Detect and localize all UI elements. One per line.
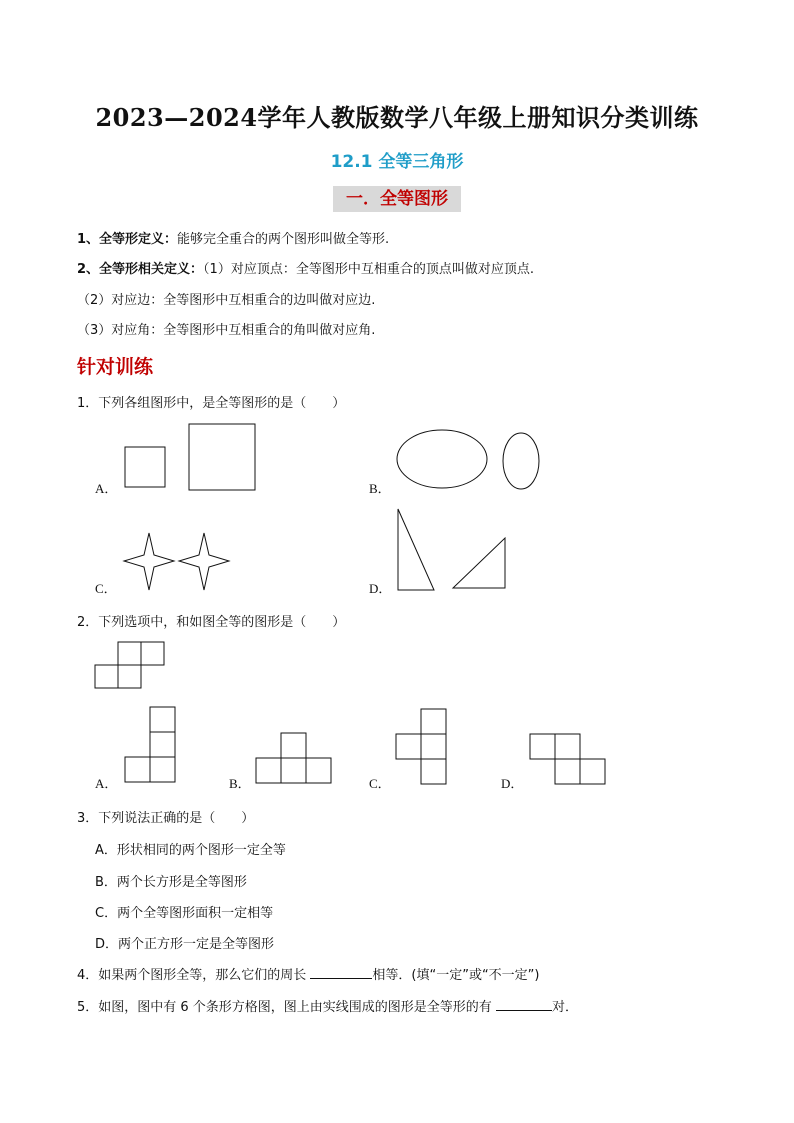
question-1-option-b: B． xyxy=(369,481,391,496)
q1-option-b-figure xyxy=(397,430,539,489)
question-5-prefix: 5．如图，图中有 6 个条形方格图，图上由实线围成的图形是全等形的有 xyxy=(77,1000,496,1015)
question-3-option-d: D．两个正方形一定是全等图形 xyxy=(95,937,275,952)
question-2-option-c: C． xyxy=(369,776,391,791)
lesson-subtitle: 12.1 全等三角形 xyxy=(330,152,464,172)
question-2-option-a: A． xyxy=(95,776,118,791)
question-3-option-a: A．形状相同的两个图形一定全等 xyxy=(95,843,286,858)
q2-option-a-figure xyxy=(125,707,175,782)
q2-option-b-figure xyxy=(256,733,331,783)
answer-blank[interactable] xyxy=(310,978,372,979)
tall-ellipse xyxy=(503,433,539,489)
question-4-prefix: 4．如果两个图形全等，那么它们的周长 xyxy=(77,968,311,983)
four-point-star-right xyxy=(179,533,229,590)
q1-option-a-figure xyxy=(125,424,255,490)
question-3-option-c: C．两个全等图形面积一定相等 xyxy=(95,906,274,921)
flat-right-triangle xyxy=(453,538,505,588)
question-1-option-c: C． xyxy=(95,581,117,596)
question-5-suffix: 对． xyxy=(551,1000,578,1015)
tall-right-triangle xyxy=(398,509,434,590)
four-point-star-left xyxy=(124,533,174,590)
q2-reference-figure xyxy=(95,642,164,688)
question-4-suffix: 相等．(填“一定”或“不一定”) xyxy=(372,968,540,983)
q2-option-c-figure xyxy=(396,709,446,784)
question-3-stem: 3．下列说法正确的是（ ） xyxy=(77,811,255,826)
definition-1-text: 能够完全重合的两个图形叫做全等形. xyxy=(177,232,390,247)
q1-option-c-figure xyxy=(124,533,229,590)
question-1-stem: 1．下列各组图形中，是全等图形的是（ ） xyxy=(77,396,346,411)
question-3-option-b: B．两个长方形是全等图形 xyxy=(95,875,247,890)
definition-2-item-3: （3）对应角：全等图形中互相重合的角叫做对应角. xyxy=(77,323,376,338)
page-title: 2023—2024学年人教版数学八年级上册知识分类训练 xyxy=(95,103,699,132)
practice-heading: 针对训练 xyxy=(77,356,154,378)
definition-2-label: 2、全等形相关定义： xyxy=(77,262,204,277)
section-heading: 一．全等图形 xyxy=(333,186,461,212)
small-square xyxy=(125,447,165,487)
question-1-option-d: D． xyxy=(369,581,392,596)
question-4 xyxy=(77,964,540,983)
q2-option-d-figure xyxy=(530,734,605,784)
question-2-stem: 2．下列选项中，和如图全等的图形是（ ） xyxy=(77,615,346,630)
answer-blank[interactable] xyxy=(496,1010,552,1011)
question-2-option-b: B． xyxy=(229,776,251,791)
question-1-option-a: A． xyxy=(95,481,118,496)
large-square xyxy=(189,424,255,490)
wide-ellipse xyxy=(397,430,487,488)
q1-option-d-figure xyxy=(398,509,505,590)
definition-1-label: 1、全等形定义： xyxy=(77,232,178,247)
definition-2-text: （1）对应顶点：全等图形中互相重合的顶点叫做对应顶点. xyxy=(203,262,534,277)
question-2-option-d: D． xyxy=(501,776,524,791)
definition-2-item-2: （2）对应边：全等图形中互相重合的边叫做对应边. xyxy=(77,293,376,308)
question-5 xyxy=(77,996,578,1015)
